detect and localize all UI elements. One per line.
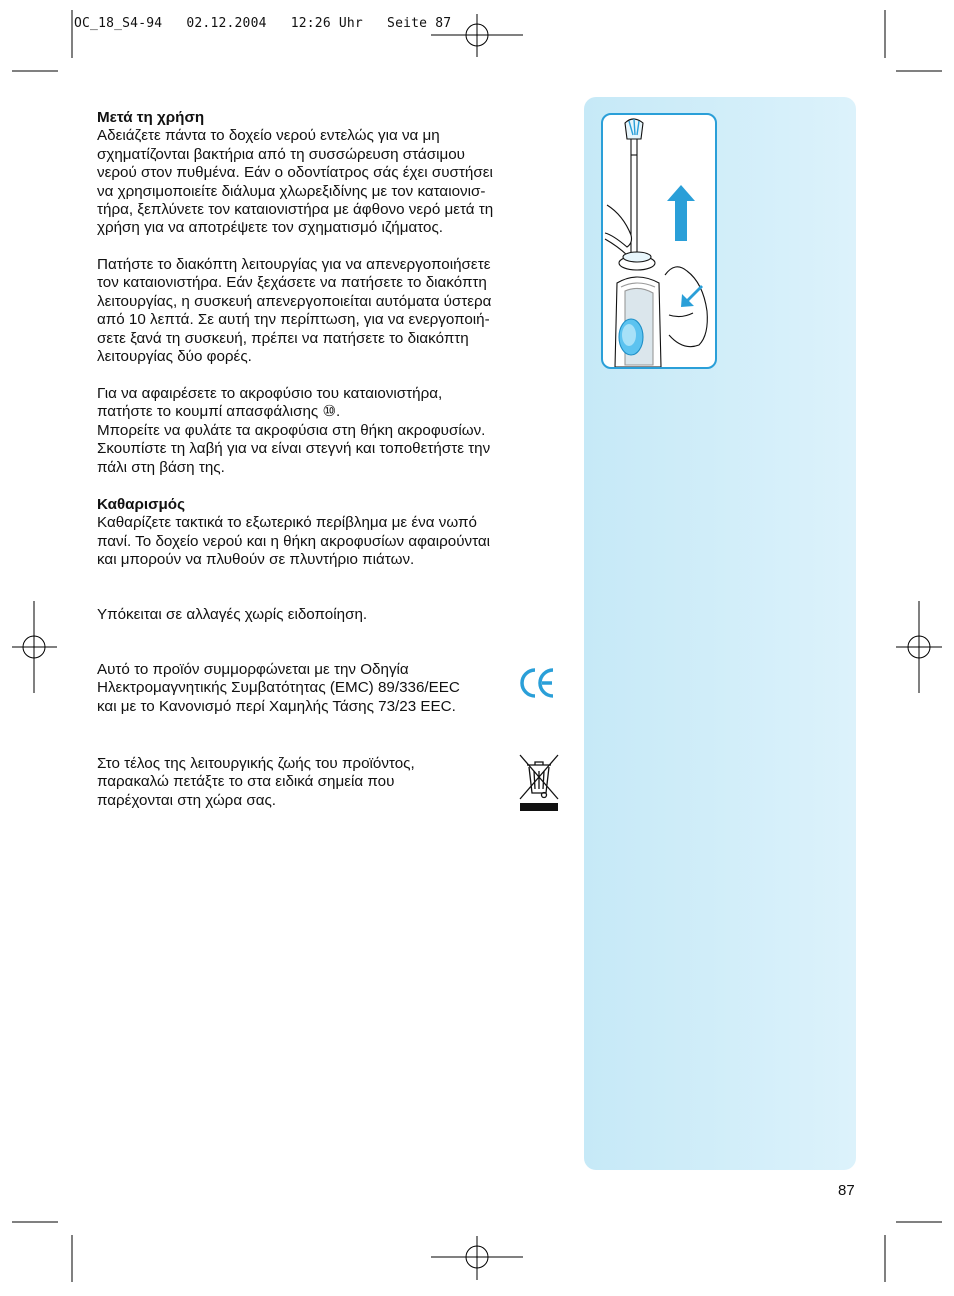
registration-mark-left bbox=[12, 601, 57, 693]
registration-mark-top bbox=[431, 14, 523, 57]
section-nozzle-removal bbox=[97, 385, 567, 477]
section-notice bbox=[97, 606, 567, 624]
ce-mark-icon bbox=[518, 666, 556, 700]
nozzle-release-drawing bbox=[603, 115, 715, 367]
paragraph-cleaning: Καθαρίζετε τακτικά το εξωτερικό περίβλημα με ένα νωπό πανί. Το δοχείο νερού και η θήκη ακροφυσίων αφαιρούνται και μπορούν να πλυθούν σε πλυντήριο πιάτων. bbox=[97, 514, 491, 569]
registration-mark-bottom bbox=[431, 1236, 523, 1280]
nozzle-release-illustration bbox=[601, 113, 717, 369]
section-power-switch bbox=[97, 256, 567, 366]
heading-after-use: Μετά τη χρήση bbox=[97, 109, 205, 126]
paragraph-nozzle-removal: Για να αφαιρέσετε το ακροφύσιο του καταιονιστήρα, πατήστε το κουμπί απασφάλισης ⑩. Μπορείτε να φυλάτε τα ακροφύσια στη θήκη ακροφυσίων. Σκουπίστε τη λαβή για να είναι στεγνή και τοποθετήστε την πάλι στη βάση της. bbox=[97, 385, 491, 476]
paragraph-ce-compliance: Αυτό το προϊόν συμμορφώνεται με την Οδηγία Ηλεκτρομαγνητικής Συμβατότητας (EMC) 89/336/EEC και με το Κανονισμό περί Χαμηλής Τάσης 73/23 EEC. bbox=[97, 661, 460, 715]
paragraph-notice: Υπόκειται σε αλλαγές χωρίς ειδοποίηση. bbox=[97, 606, 368, 623]
page-number: 87 bbox=[838, 1182, 855, 1199]
section-cleaning bbox=[97, 496, 567, 570]
section-disposal bbox=[97, 755, 517, 810]
section-after-use bbox=[97, 109, 567, 238]
paragraph-disposal: Στο τέλος της λειτουργικής ζωής του προϊόντος, παρακαλώ πετάξτε το στα ειδικά σημεία που παρέχονται στη χώρα σας. bbox=[97, 755, 415, 809]
paragraph-after-use: Αδειάζετε πάντα το δοχείο νερού εντελώς για να μη σχηματίζονται βακτήρια από τη συσσώρευση στάσιμου νερού στον πυθμένα. Εάν ο οδοντίατρος σάς έχει συστήσει να χρησιμοποιείτε διάλυμα χλωρεξιδίνης με τον καταιονισ- τήρα, ξεπλύνετε τον καταιονιστήρα με άφθονο νερό μετά τη χρήση για να αποτρέψετε τον σχηματισμό ιζήματος. bbox=[97, 127, 494, 237]
heading-cleaning: Καθαρισμός bbox=[97, 496, 185, 513]
crossed-bin-icon bbox=[518, 753, 560, 813]
paragraph-power-switch: Πατήστε το διακόπτη λειτουργίας για να απενεργοποιήσετε τον καταιονιστήρα. Εάν ξεχάσετε να πατήσετε το διακόπτη λειτουργίας, η συσκευή απενεργοποιείται αυτόματα ύστερα από 10 λεπτά. Σε αυτή την περίπτωση, για να ενεργοποιή- σετε ξανά τη συσκευή, πρέπει να πατήσετε το διακόπτη λειτουργίας δύο φορές. bbox=[97, 256, 492, 366]
print-slug: OC_18_S4-94 02.12.2004 12:26 Uhr Seite 87 bbox=[74, 16, 452, 31]
registration-mark-right bbox=[896, 601, 942, 693]
section-ce-compliance bbox=[97, 661, 517, 716]
